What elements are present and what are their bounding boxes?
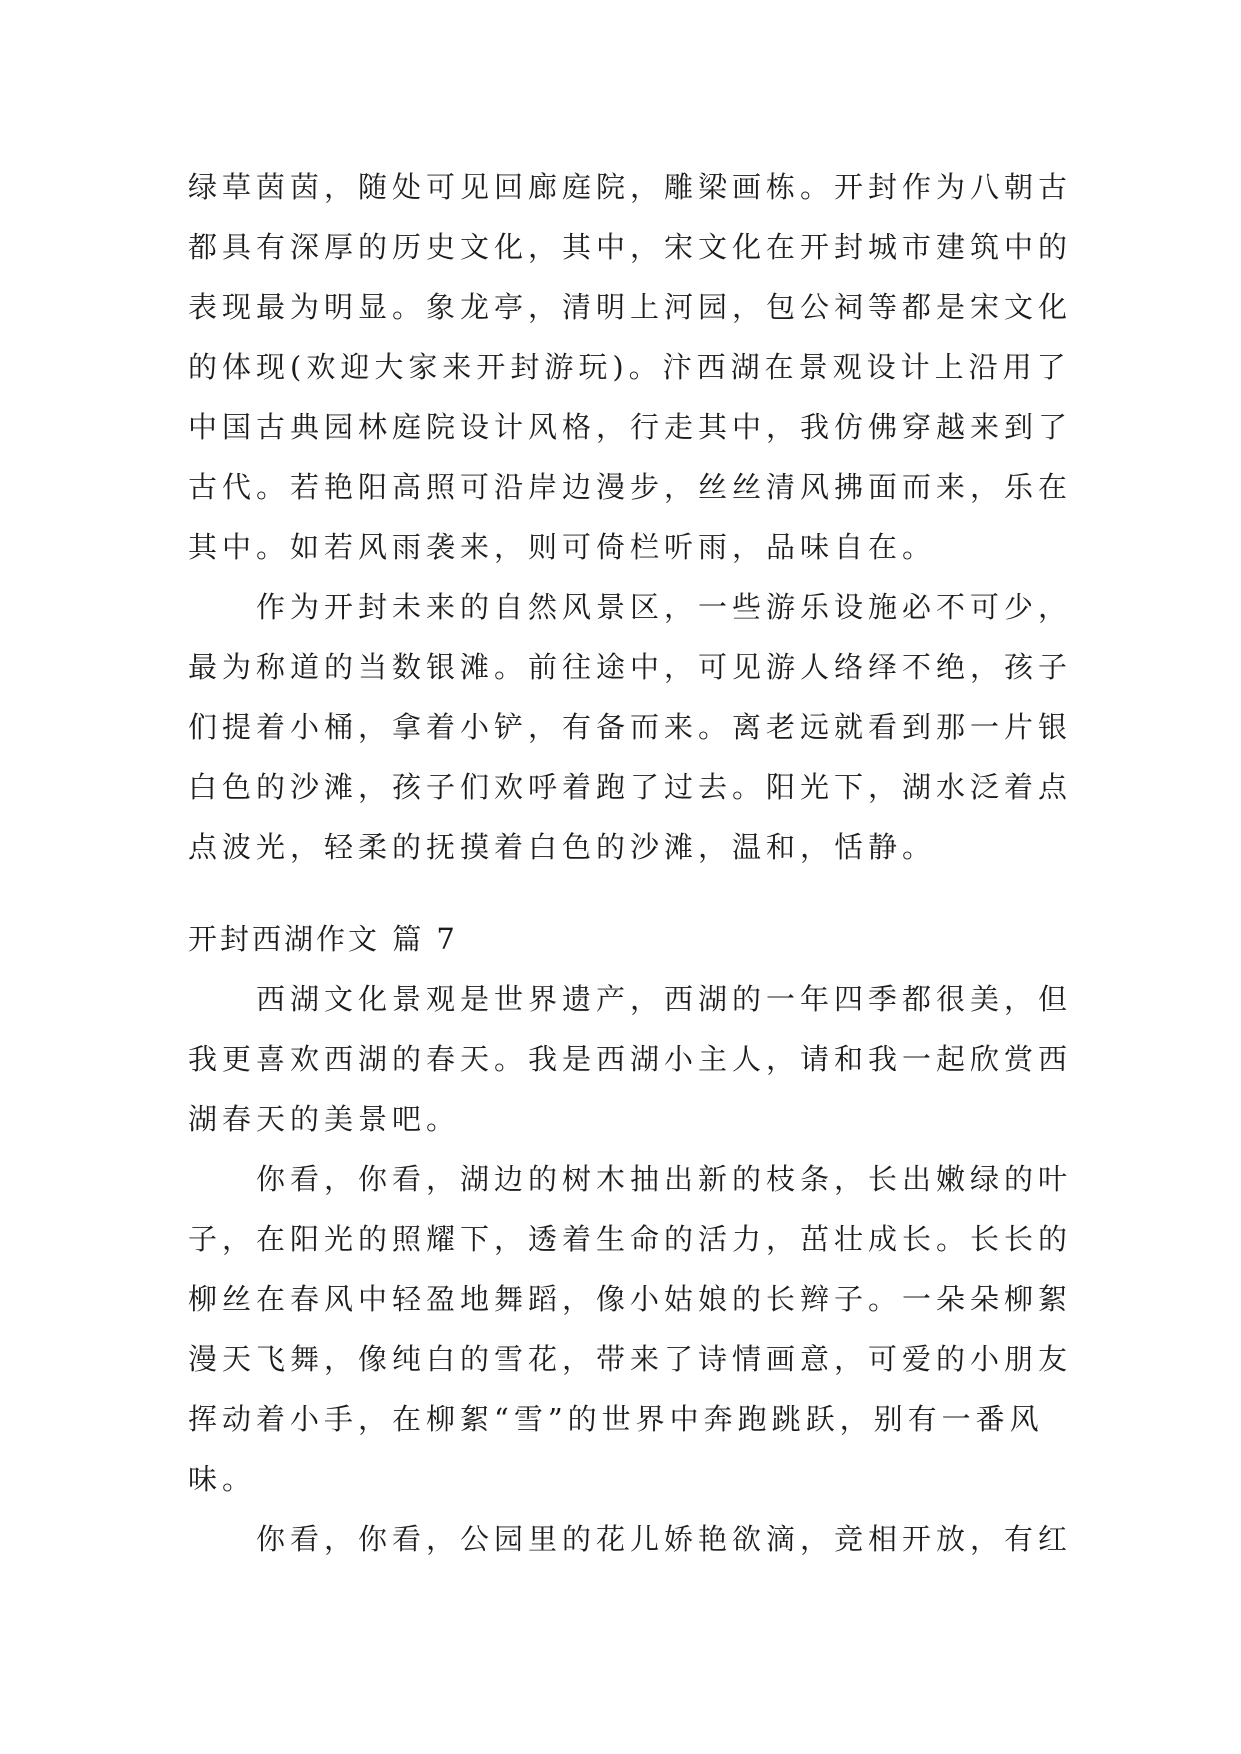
text-line: 的体现(欢迎大家来开封游玩)。汴西湖在景观设计上沿用了	[188, 350, 1071, 384]
text-line: 都具有深厚的历史文化，其中，宋文化在开封城市建筑中的	[188, 230, 1073, 264]
paragraph	[188, 1149, 1073, 1509]
text-line: 子，在阳光的照耀下，透着生命的活力，茁壮成长。长长的	[188, 1222, 1073, 1256]
text-line: 我更喜欢西湖的春天。我是西湖小主人，请和我一起欣赏西	[188, 1042, 1073, 1076]
text-line: 漫天飞舞，像纯白的雪花，带来了诗情画意，可爱的小朋友	[188, 1342, 1073, 1376]
continuation-section	[188, 157, 1073, 877]
text-line: 你看，你看，公园里的花儿娇艳欲滴，竞相开放，有红	[256, 1522, 1073, 1556]
text-line: 绿草茵茵，随处可见回廊庭院，雕梁画栋。开封作为八朝古	[188, 170, 1073, 204]
section-heading: 开封西湖作文 篇 7	[188, 922, 458, 956]
text-line: 白色的沙滩，孩子们欢呼着跑了过去。阳光下，湖水泛着点	[188, 770, 1073, 804]
text-line: 味。	[188, 1462, 257, 1496]
text-line: 点波光，轻柔的抚摸着白色的沙滩，温和，恬静。	[188, 830, 937, 864]
paragraph	[188, 969, 1073, 1149]
paragraph	[188, 577, 1073, 877]
text-line: 挥动着小手，在柳絮“雪”的世界中奔跑跳跃，别有一番风	[188, 1402, 1044, 1436]
text-line: 古代。若艳阳高照可沿岸边漫步，丝丝清风拂面而来，乐在	[188, 470, 1073, 504]
text-line: 其中。如若风雨袭来，则可倚栏听雨，品味自在。	[188, 530, 937, 564]
text-line: 湖春天的美景吧。	[188, 1102, 461, 1136]
text-line: 作为开封未来的自然风景区，一些游乐设施必不可少，	[256, 590, 1073, 624]
text-line: 西湖文化景观是世界遗产，西湖的一年四季都很美，但	[256, 982, 1073, 1016]
text-line: 柳丝在春风中轻盈地舞蹈，像小姑娘的长辫子。一朵朵柳絮	[188, 1282, 1073, 1316]
text-line: 中国古典园林庭院设计风格，行走其中，我仿佛穿越来到了	[188, 410, 1073, 444]
text-line: 最为称道的当数银滩。前往途中，可见游人络绎不绝，孩子	[188, 650, 1073, 684]
paragraph	[188, 1509, 1073, 1569]
text-line: 你看，你看，湖边的树木抽出新的枝条，长出嫩绿的叶	[256, 1162, 1073, 1196]
section-7	[188, 909, 1073, 1569]
text-line: 表现最为明显。象龙亭，清明上河园，包公祠等都是宋文化	[188, 290, 1073, 324]
paragraph	[188, 157, 1073, 577]
text-line: 们提着小桶，拿着小铲，有备而来。离老远就看到那一片银	[188, 710, 1073, 744]
